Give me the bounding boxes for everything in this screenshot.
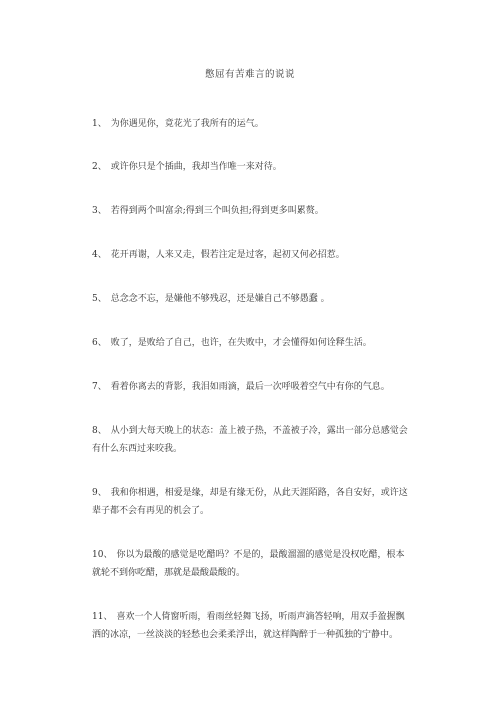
list-item	[92, 115, 412, 133]
list-item	[92, 246, 412, 264]
item-number: 7、	[92, 382, 107, 392]
item-text: 喜欢一个人倚窗听雨，看雨丝轻舞飞扬，听雨声滴答轻响，用双手盈握飘洒的冰凉，一丝淡淡的轻愁也会柔柔浮出，就这样陶醉于一种孤独的宁静中。	[92, 612, 405, 640]
list-item	[92, 158, 412, 176]
list-item	[92, 378, 412, 396]
item-text: 从小到大每天晚上的状态：盖上被子热，不盖被子冷，露出一部分总感觉会有什么东西过来咬我。	[92, 426, 408, 454]
list-item	[92, 422, 412, 458]
item-text: 或许你只是个插曲，我却当作唯一来对待。	[110, 162, 282, 172]
list-item	[92, 290, 412, 308]
item-text: 花开再谢，人来又走，假若注定是过客，起初又何必招惹。	[110, 250, 345, 260]
item-text: 总念念不忘，是嫌他不够残忍，还是嫌自己不够愚蠢 。	[110, 294, 330, 304]
list-item	[92, 334, 412, 352]
item-number: 11、	[92, 612, 113, 622]
item-number: 2、	[92, 162, 107, 172]
item-text: 你以为最酸的感觉是吃醋吗？不是的，最酸溜溜的感觉是没权吃醋，根本就轮不到你吃醋，那就是最酸最酸的。	[92, 550, 405, 578]
item-text: 败了，是败给了自己，也许，在失败中，才会懂得如何诠释生活。	[110, 338, 372, 348]
item-number: 1、	[92, 119, 107, 129]
item-number: 6、	[92, 338, 107, 348]
item-text: 我和你相遇，相爱是缘，却是有缘无份，从此天涯陌路，各自安好，或许这辈子都不会有再见的机会了。	[92, 488, 408, 516]
item-text: 为你遇见你，竟花光了我所有的运气。	[110, 119, 264, 129]
list-item	[92, 546, 412, 582]
item-number: 8、	[92, 426, 107, 436]
document-title: 憋屈有苦难言的说说	[204, 69, 295, 80]
item-number: 5、	[92, 294, 107, 304]
list-item	[92, 484, 412, 520]
item-number: 3、	[92, 206, 107, 216]
item-number: 10、	[92, 550, 113, 560]
item-number: 4、	[92, 250, 107, 260]
item-number: 9、	[92, 488, 107, 498]
list-item	[92, 202, 412, 220]
item-text: 若得到两个叫富余;得到三个叫负担;得到更多叫累赘。	[110, 206, 324, 216]
item-text: 看着你离去的背影，我泪如雨滴，最后一次呼吸着空气中有你的气息。	[110, 382, 390, 392]
list-item	[92, 608, 412, 644]
